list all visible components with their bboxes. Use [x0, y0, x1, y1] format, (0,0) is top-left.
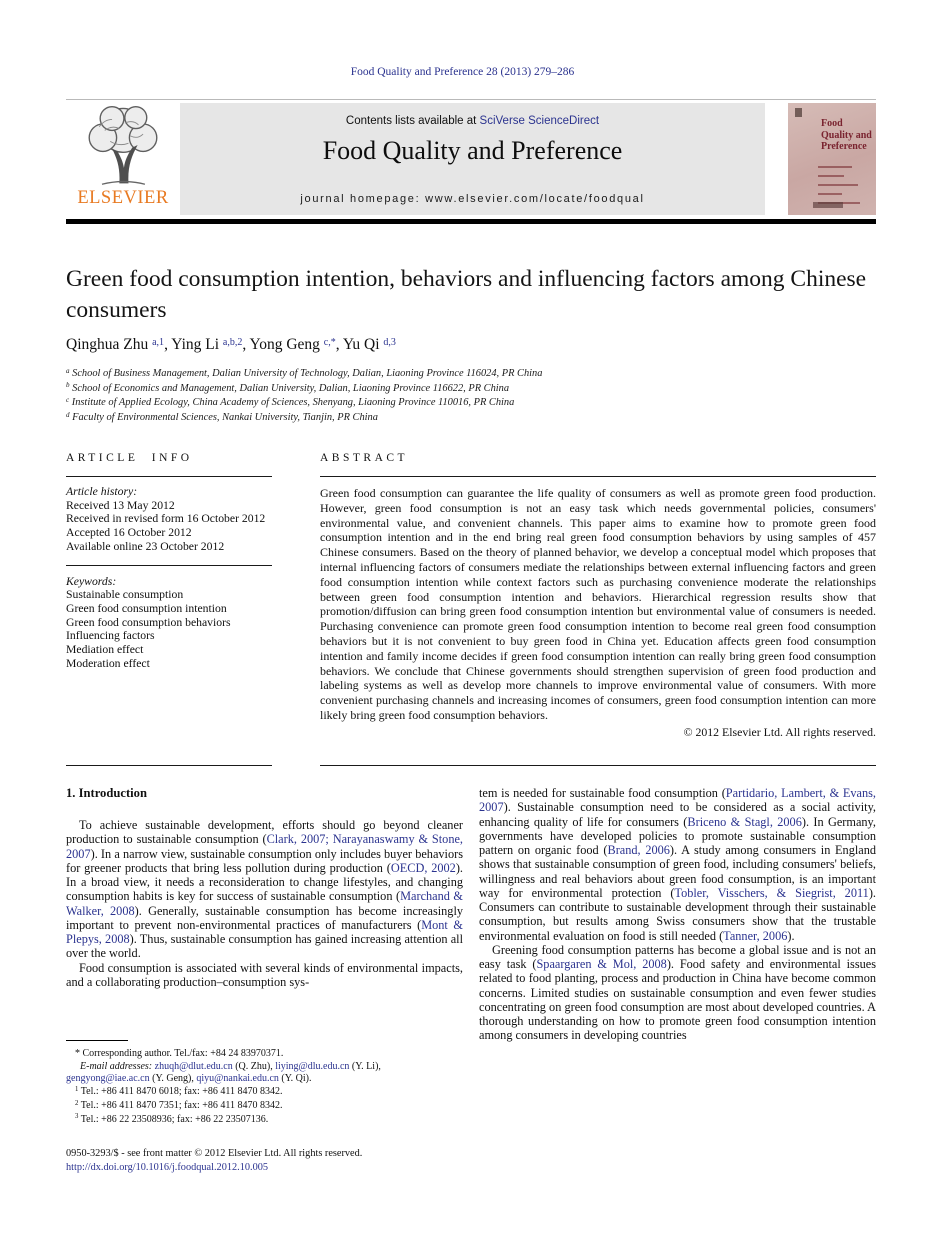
- body-column-left: [66, 786, 463, 989]
- text-segment: ). In a broad view, it needs a reconsideration to change lifestyles, and changing consumption habits is key for success of sustainable consumption (: [66, 860, 463, 904]
- elsevier-tree-icon: [77, 103, 169, 187]
- text-segment: , Yong Geng: [242, 336, 324, 353]
- affiliations-block: [66, 367, 876, 425]
- text-segment: 3: [75, 1113, 79, 1121]
- citation-link[interactable]: Tobler, Visschers, & Siegrist, 2011: [674, 885, 869, 900]
- affiliation-line: [66, 411, 876, 426]
- text-segment: c: [66, 396, 70, 405]
- abstract-copyright: © 2012 Elsevier Ltd. All rights reserved.: [683, 724, 876, 739]
- text-segment: To achieve sustainable development, efforts should go beyond cleaner production to sustainable consumption (: [66, 818, 463, 847]
- affiliation-line: [66, 396, 876, 411]
- abstract-text: Green food consumption can guarantee the life quality of consumers as well as promote green food production. However, green food consumption is not an easy task which needs governmental policies, consumers' environmental value, and convenient channels. This paper aims to examine how to promote green food consumption intention and in the end bring real green food consumption behaviors by using samples of 457 Chinese consumers. Based on the theory of planned behavior, we develop a conceptual model which proposes that internal influencing factors of consumers mediate the relationships between external influencing factors and green food consumption intention while context factors such as purchasing convenience moderate the relationships between green food consumption intention and behaviors. Hierarchical regression results show that promotion/diffusion can bring green food consumption intention but environmental value of consumers is needed. Purchasing convenience can promote green food consumption intention to become real green food consumption behaviors but it is not convenient to buy green food in China yet. Education affects green food consumption intention and family income decides if green food consumption intention can really bring green food consumption behaviors. We conclude that Chinese governments should strengthen supervision of green food production and labeling systems as well as develop more channels to improve environmental value of consumers. With more convenient purchasing channels and increasing incomes of consumers, green food consumption intention can more likely bring green food consumption behaviors.: [320, 486, 876, 722]
- article-title: Green food consumption intention, behaviors and influencing factors among Chinese consumers: [66, 266, 867, 323]
- text-segment: ). Consumers can contribute to sustainable development through their sustainable consumption, but results among Swiss consumers show that the trustable environmental evaluation on food is still needed (: [479, 885, 876, 943]
- keyword-item: Mediation effect: [66, 643, 144, 657]
- header-thick-rule: [66, 219, 876, 224]
- text-segment: ). A study among consumers in England shows that sustainable consumption of green food, including consumers' beliefs, willingness and real behaviors about green food consumption, is an important way for environmental protection (: [479, 843, 877, 900]
- keyword-item: Green food consumption behaviors: [66, 615, 231, 629]
- text-segment: ). Food safety and environmental issues related to food planting, process and production in China have become common concerns. Limited studies on sustainable consumption and even fewer studies concentrating on green food consumption are most about developed countries. A thorough understanding on how to promote green food consumption intention among consumers in developing countries: [479, 957, 877, 1043]
- cover-footer-mark: [813, 202, 843, 208]
- body-paragraph: [66, 818, 463, 961]
- text-segment: Institute of Applied Ecology, China Academy of Sciences, Shenyang, Liaoning Province 110016, PR China: [69, 397, 515, 409]
- tel-footnote: [66, 1114, 463, 1128]
- journal-title: Food Quality and Preference: [322, 136, 623, 165]
- article-info-heading: ARTICLE INFO: [66, 452, 193, 464]
- corresponding-author-note: * Corresponding author. Tel./fax: +84 24 83970371.: [75, 1048, 284, 1059]
- footnotes-block: [66, 1040, 463, 1127]
- text-segment: (Y. Qi).: [278, 1073, 312, 1085]
- tel-footnote: [66, 1100, 463, 1114]
- text-segment: ).: [787, 928, 795, 943]
- journal-banner: [180, 103, 765, 215]
- history-item: Available online 23 October 2012: [66, 539, 225, 553]
- text-segment: 1: [75, 1086, 79, 1094]
- body-paragraph: [479, 786, 876, 943]
- text-segment: a: [66, 366, 70, 375]
- text-segment: tem is needed for sustainable food consumption (: [479, 786, 726, 800]
- cover-publisher-mark-icon: [795, 108, 802, 117]
- email-link[interactable]: qiyu@nankai.edu.cn: [196, 1073, 279, 1085]
- header-top-divider: [66, 99, 876, 100]
- keywords-label: Keywords:: [66, 574, 117, 588]
- tel-footnote: [66, 1086, 463, 1100]
- citation-link[interactable]: Briceno & Stagl, 2006: [687, 814, 802, 829]
- doi-link[interactable]: http://dx.doi.org/10.1016/j.foodqual.2012.10.005: [66, 1161, 269, 1173]
- issn-copyright-line: 0950-3293/$ - see front matter © 2012 Elsevier Ltd. All rights reserved.: [66, 1148, 363, 1159]
- history-item: Received 13 May 2012: [66, 498, 175, 512]
- text-segment: ). Generally, sustainable consumption has become increasingly important to prevent non-environmental practices of manufacturers (: [66, 903, 464, 932]
- citation-link[interactable]: Mont & Plepys, 2008: [66, 917, 463, 946]
- history-item: Received in revised form 16 October 2012: [66, 512, 266, 526]
- text-segment: ). In Germany, governments have developed policies to promote sustainable consumption pattern on organic food (: [479, 814, 876, 857]
- article-history-label: Article history:: [66, 485, 138, 498]
- keyword-item: Influencing factors: [66, 629, 155, 643]
- text-segment: a,1: [152, 336, 165, 348]
- footnote-rule: [66, 1040, 128, 1041]
- affiliation-line: [66, 367, 876, 382]
- text-segment: Greening food consumption patterns has become a global issue and is not an easy task (: [479, 942, 876, 971]
- text-segment: Tel.: +86 411 8470 7351; fax: +86 411 8470 8342.: [78, 1099, 283, 1111]
- text-segment: a,b,2: [222, 336, 243, 348]
- text-segment: Faculty of Environmental Sciences, Nankai University, Tianjin, PR China: [69, 411, 378, 423]
- citation-link[interactable]: Partidario, Lambert, & Evans, 2007: [479, 786, 876, 815]
- text-segment: d,3: [383, 336, 396, 348]
- journal-homepage-line: journal homepage: www.elsevier.com/locate/foodqual: [300, 193, 645, 205]
- abstract-column: [320, 452, 876, 740]
- text-segment: Qinghua Zhu: [66, 336, 153, 353]
- elsevier-logo-text: ELSEVIER: [77, 188, 169, 208]
- text-segment: Tel.: +86 22 23508936; fax: +86 22 23507136.: [78, 1113, 269, 1125]
- text-segment: 2: [75, 1099, 79, 1107]
- email-link[interactable]: zhuqh@dlut.edu.cn: [154, 1060, 233, 1072]
- text-segment: c,*: [323, 336, 336, 348]
- citation-link[interactable]: Marchand & Walker, 2008: [66, 889, 463, 918]
- citation-link[interactable]: OECD, 2002: [390, 860, 456, 875]
- text-segment: Contents lists available at: [345, 115, 480, 127]
- body-column-right: [479, 786, 876, 1043]
- keyword-item: Sustainable consumption: [66, 588, 184, 602]
- text-segment: Tel.: +86 411 8470 6018; fax: +86 411 8470 8342.: [78, 1086, 283, 1098]
- contents-list-line: [180, 103, 765, 127]
- text-segment: (Y. Li),: [349, 1060, 381, 1072]
- text-segment: School of Economics and Management, Dalian University, Dalian, Liaoning Province 116622, PR China: [69, 382, 510, 394]
- article-info-column: [66, 452, 272, 670]
- sciverse-sciencedirect-link[interactable]: SciVerse ScienceDirect: [479, 115, 600, 127]
- cover-journal-title: Food Quality and Preference: [821, 118, 872, 152]
- journal-cover-thumbnail: [788, 103, 876, 215]
- rule: [320, 476, 876, 477]
- text-segment: (Q. Zhu),: [232, 1060, 276, 1072]
- page-footer: [66, 1147, 876, 1174]
- citation-link[interactable]: Clark, 2007; Narayanaswamy & Stone, 2007: [66, 832, 464, 861]
- history-item: Accepted 16 October 2012: [66, 526, 192, 540]
- text-segment: Food consumption is associated with several kinds of environmental impacts, and a collaborating production–consumption sys-: [66, 960, 463, 989]
- citation-link[interactable]: Tanner, 2006: [723, 928, 788, 943]
- affiliation-line: [66, 382, 876, 397]
- text-segment: School of Business Management, Dalian University of Technology, Dalian, Liaoning Province 116024, PR China: [69, 368, 543, 379]
- abstract-heading: ABSTRACT: [320, 452, 409, 464]
- authors-line: [66, 336, 876, 354]
- text-segment: b: [66, 381, 70, 390]
- text-segment: ). Sustainable consumption need to be considered as a social activity, enhancing quality of life for consumers (: [479, 800, 876, 829]
- journal-header-band: [66, 103, 876, 215]
- section-heading-introduction: 1. Introduction: [66, 786, 147, 800]
- elsevier-logo: [66, 103, 180, 215]
- rule: [320, 765, 876, 766]
- email-addresses-note: [66, 1061, 463, 1086]
- citation-link[interactable]: Brand, 2006: [607, 843, 670, 857]
- text-segment: ). Thus, sustainable consumption has gained increasing attention all over the world.: [66, 932, 463, 961]
- rule: [66, 476, 272, 477]
- rule: [66, 765, 272, 766]
- keyword-item: Moderation effect: [66, 656, 150, 670]
- text-segment: E-mail addresses:: [80, 1060, 155, 1072]
- citation-link[interactable]: Spaargaren & Mol, 2008: [536, 957, 667, 971]
- journal-citation: Food Quality and Preference 28 (2013) 279–286: [350, 66, 575, 78]
- text-segment: ). In a narrow view, sustainable consumption only includes buyer behaviors for greener products that bring less pollution during production (: [66, 846, 463, 875]
- text-segment: (Y. Geng),: [149, 1073, 197, 1085]
- email-link[interactable]: gengyong@iae.ac.cn: [66, 1073, 150, 1085]
- keyword-item: Green food consumption intention: [66, 601, 227, 615]
- text-segment: , Yu Qi: [335, 336, 384, 353]
- body-paragraph: [66, 961, 463, 990]
- body-paragraph: [479, 943, 876, 1043]
- text-segment: , Ying Li: [164, 336, 223, 353]
- rule: [66, 565, 272, 566]
- email-link[interactable]: liying@dlu.edu.cn: [275, 1060, 350, 1072]
- text-segment: d: [66, 410, 70, 419]
